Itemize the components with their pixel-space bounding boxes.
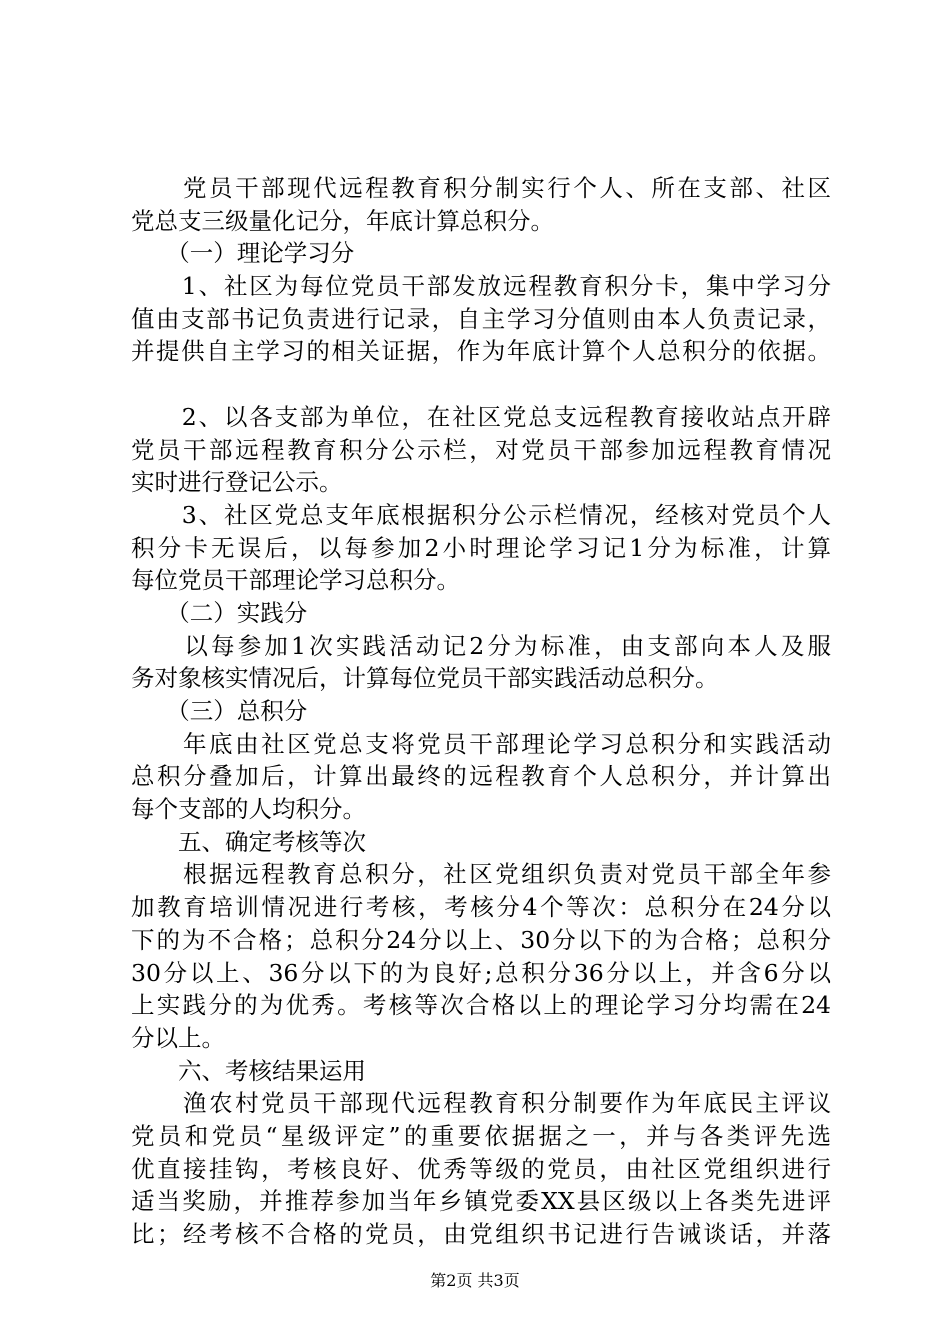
text-line: 比；经考核不合格的党员，由党组织书记进行告诫谈话，并落 — [131, 1220, 831, 1248]
text-line: 党员和党员“星级评定”的重要依据据之一，并与各类评先选 — [131, 1121, 831, 1150]
text-line: 适当奖励，并推荐参加当年乡镇党委XX县区级以上各类先进评 — [131, 1187, 831, 1216]
text-line: （二）实践分 — [131, 598, 308, 627]
text-line: 值由支部书记负责进行记录，自主学习分值则由本人负责记录， — [131, 304, 831, 333]
text-line: （三）总积分 — [131, 697, 308, 725]
text-line: 务对象核实情况后，计算每位党员干部实践活动总积分。 — [131, 664, 719, 693]
text-line: 五、确定考核等次 — [131, 827, 366, 856]
text-line: 上实践分的为优秀。考核等次合格以上的理论学习分均需在24 — [131, 991, 831, 1020]
text-line: 加教育培训情况进行考核，考核分4个等次：总积分在24分以 — [131, 893, 831, 922]
text-line: 实时进行登记公示。 — [131, 468, 343, 497]
text-line: 分以上。 — [131, 1023, 225, 1052]
document-body — [131, 172, 831, 1251]
text-line: 年底由社区党总支将党员干部理论学习总积分和实践活动 — [131, 729, 831, 758]
text-line: 2、以各支部为单位，在社区党总支远程教育接收站点开辟 — [131, 402, 831, 431]
text-line: 积分卡无误后，以每参加2小时理论学习记1分为标准，计算 — [131, 533, 831, 562]
text-line: 党总支三级量化记分，年底计算总积分。 — [131, 206, 554, 235]
blank-line — [131, 368, 831, 401]
text-line: 党员干部现代远程教育积分制实行个人、所在支部、社区 — [131, 174, 831, 202]
text-line: 30分以上、36分以下的为良好;总积分36分以上，并含6分以 — [131, 958, 831, 987]
text-line: 根据远程教育总积分，社区党组织负责对党员干部全年参 — [131, 860, 831, 889]
text-line: 渔农村党员干部现代远程教育积分制要作为年底民主评议 — [131, 1089, 831, 1118]
text-line: 并提供自主学习的相关证据，作为年底计算个人总积分的依据。 — [131, 337, 831, 366]
text-line: 以每参加1次实践活动记2分为标准，由支部向本人及服 — [131, 631, 831, 660]
text-line: 每个支部的人均积分。 — [131, 795, 366, 824]
text-line: 1、社区为每位党员干部发放远程教育积分卡，集中学习分 — [131, 272, 831, 301]
text-line: 每位党员干部理论学习总积分。 — [131, 566, 460, 595]
text-line: 总积分叠加后，计算出最终的远程教育个人总积分，并计算出 — [131, 762, 831, 791]
text-line: 3、社区党总支年底根据积分公示栏情况，经核对党员个人 — [131, 500, 831, 529]
text-line: 优直接挂钩，考核良好、优秀等级的党员，由社区党组织进行 — [131, 1154, 831, 1183]
page-footer: 第2页 共3页 — [430, 1271, 520, 1290]
text-line: 下的为不合格；总积分24分以上、30分以下的为合格；总积分 — [131, 925, 831, 954]
text-line: 党员干部远程教育积分公示栏，对党员干部参加远程教育情况 — [131, 435, 831, 464]
text-line: 六、考核结果运用 — [131, 1056, 366, 1085]
text-line: （一）理论学习分 — [131, 239, 355, 268]
